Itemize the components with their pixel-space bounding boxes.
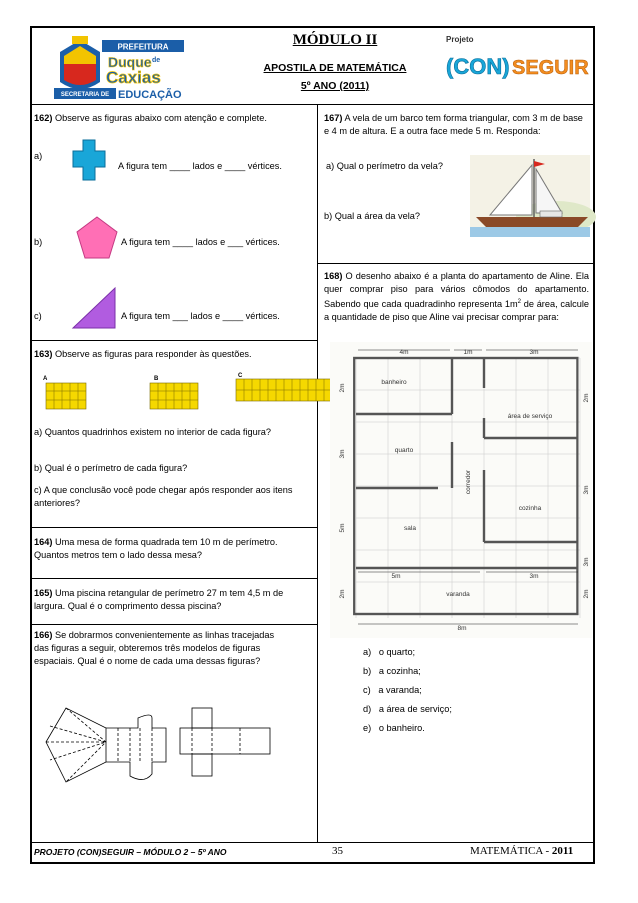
floor-plan [330, 342, 592, 643]
svg-text:quarto: quarto [394, 447, 414, 454]
svg-text:2m: 2m [583, 393, 590, 403]
q163-a: a) Quantos quadrinhos existem no interior de cada figura? [34, 427, 271, 437]
svg-text:área de serviço: área de serviço [507, 413, 553, 420]
svg-text:5m: 5m [339, 523, 346, 533]
grade-year: 5º ANO (2011) [300, 80, 370, 92]
svg-text:3m: 3m [529, 573, 539, 580]
q168-item-a: a) o quarto; [363, 647, 416, 657]
svg-text:cozinha: cozinha [518, 505, 542, 512]
svg-text:PREFEITURA: PREFEITURA [117, 42, 169, 52]
svg-text:banheiro: banheiro [381, 379, 407, 386]
q162-c-label: c) [34, 311, 42, 321]
q162-b-label: b) [34, 237, 43, 247]
svg-text:SECRETARIA DE: SECRETARIA DE [60, 92, 110, 98]
svg-text:CON)SEGUIR: CON)SEGUIR [446, 90, 453, 91]
svg-text:corredor: corredor [465, 469, 472, 495]
page-number: 35 [332, 845, 343, 857]
divider [32, 340, 317, 341]
q162-a-text: A figura tem ____ lados e ____ vértices. [118, 161, 282, 171]
divider [32, 624, 317, 625]
svg-text:1m: 1m [463, 349, 473, 356]
divider [32, 578, 317, 579]
svg-text:B: B [154, 376, 159, 382]
footer-divider [30, 842, 595, 843]
divider [318, 263, 593, 264]
svg-text:de: de [152, 57, 161, 64]
q163-b: b) Qual é o perímetro de cada figura? [34, 463, 188, 473]
svg-text:EDUCAÇÃO: EDUCAÇÃO [118, 89, 182, 101]
svg-text:varanda: varanda [446, 591, 470, 598]
q166: 166) Se dobrarmos convenientemente as linhas tracejadas das figuras a seguir, obteremos três modelos de figuras espaciais. Qual é o nome de cada uma dessas figuras? [34, 630, 275, 666]
q168-item-c: c) a varanda; [363, 685, 422, 695]
q168-intro: 168) O desenho abaixo é a planta do apartamento de Aline. Ela quer comprar piso para vários cômodos do apartamento. Sabendo que cada quadradinho representa $1m^2$ de área, calcule a quantidade de piso que Aline vai precisar comprar para: [324, 271, 589, 323]
module-title: MÓDULO II [292, 32, 378, 48]
header-divider [32, 104, 593, 105]
pentagon-shape [76, 216, 118, 265]
q163-c: c) A que conclusão você pode chegar após responder aos itens anteriores? [34, 485, 293, 508]
triangle-shape [72, 287, 116, 334]
svg-text:C: C [238, 373, 243, 379]
svg-text:Projeto: Projeto [446, 35, 474, 44]
svg-text:Duque: Duque [108, 54, 152, 70]
svg-text:A: A [43, 376, 48, 382]
footer-right: MATEMÁTICA - 2011 [470, 845, 574, 857]
svg-text:(CON): (CON) [446, 54, 510, 79]
q163-intro: 163) Observe as figuras para responder às questões. [34, 349, 252, 359]
q164: 164) Uma mesa de forma quadrada tem 10 m de perímetro. Quantos metros tem o lado dessa mesa? [34, 537, 278, 560]
footer-left: PROJETO (CON)SEGUIR – MÓDULO 2 – 5º ANO [34, 847, 227, 857]
svg-text:sala: sala [404, 525, 416, 532]
q168-item-d: d) a área de serviço; [363, 704, 452, 714]
column-divider [317, 104, 318, 842]
grid-figures [40, 371, 340, 420]
q162-intro: 162) Observe as figuras abaixo com atenção e complete. [34, 113, 267, 123]
q162-c-text: A figura tem ___ lados e ____ vértices. [121, 311, 280, 321]
svg-text:3m: 3m [583, 557, 590, 567]
svg-text:SEGUIR: SEGUIR [512, 57, 589, 79]
nets-figure [40, 702, 300, 797]
divider [32, 527, 317, 528]
svg-text:Caxias: Caxias [106, 68, 161, 87]
svg-text:3m: 3m [583, 485, 590, 495]
prefeitura-logo [50, 34, 190, 100]
q167-a: a) Qual o perímetro da vela? [326, 161, 443, 171]
q168-item-e: e) o banheiro. [363, 723, 425, 733]
sailboat-image [470, 155, 590, 242]
svg-text:2m: 2m [583, 589, 590, 599]
apostila-title: APOSTILA DE MATEMÁTICA [263, 62, 407, 74]
cross-shape [72, 139, 106, 186]
q167-b: b) Qual a área da vela? [324, 211, 421, 221]
svg-text:8m: 8m [457, 625, 467, 632]
svg-text:3m: 3m [529, 349, 539, 356]
svg-text:4m: 4m [399, 349, 409, 356]
svg-text:3m: 3m [339, 449, 346, 459]
q165: 165) Uma piscina retangular de perímetro 27 m tem 4,5 m de largura. Qual é o comprimento dessa piscina? [34, 588, 284, 611]
svg-text:2m: 2m [339, 589, 346, 599]
q168-item-b: b) a cozinha; [363, 666, 421, 676]
q167-intro: 167) A vela de um barco tem forma triangular, com 3 m de base e 4 m de altura. E a outra face mede 5 m. Responda: [324, 113, 583, 136]
conseguir-logo [440, 32, 589, 94]
svg-text:2m: 2m [339, 383, 346, 393]
q162-b-text: A figura tem ____ lados e ___ vértices. [121, 237, 280, 247]
q162-a-label: a) [34, 151, 43, 161]
svg-text:5m: 5m [391, 573, 401, 580]
